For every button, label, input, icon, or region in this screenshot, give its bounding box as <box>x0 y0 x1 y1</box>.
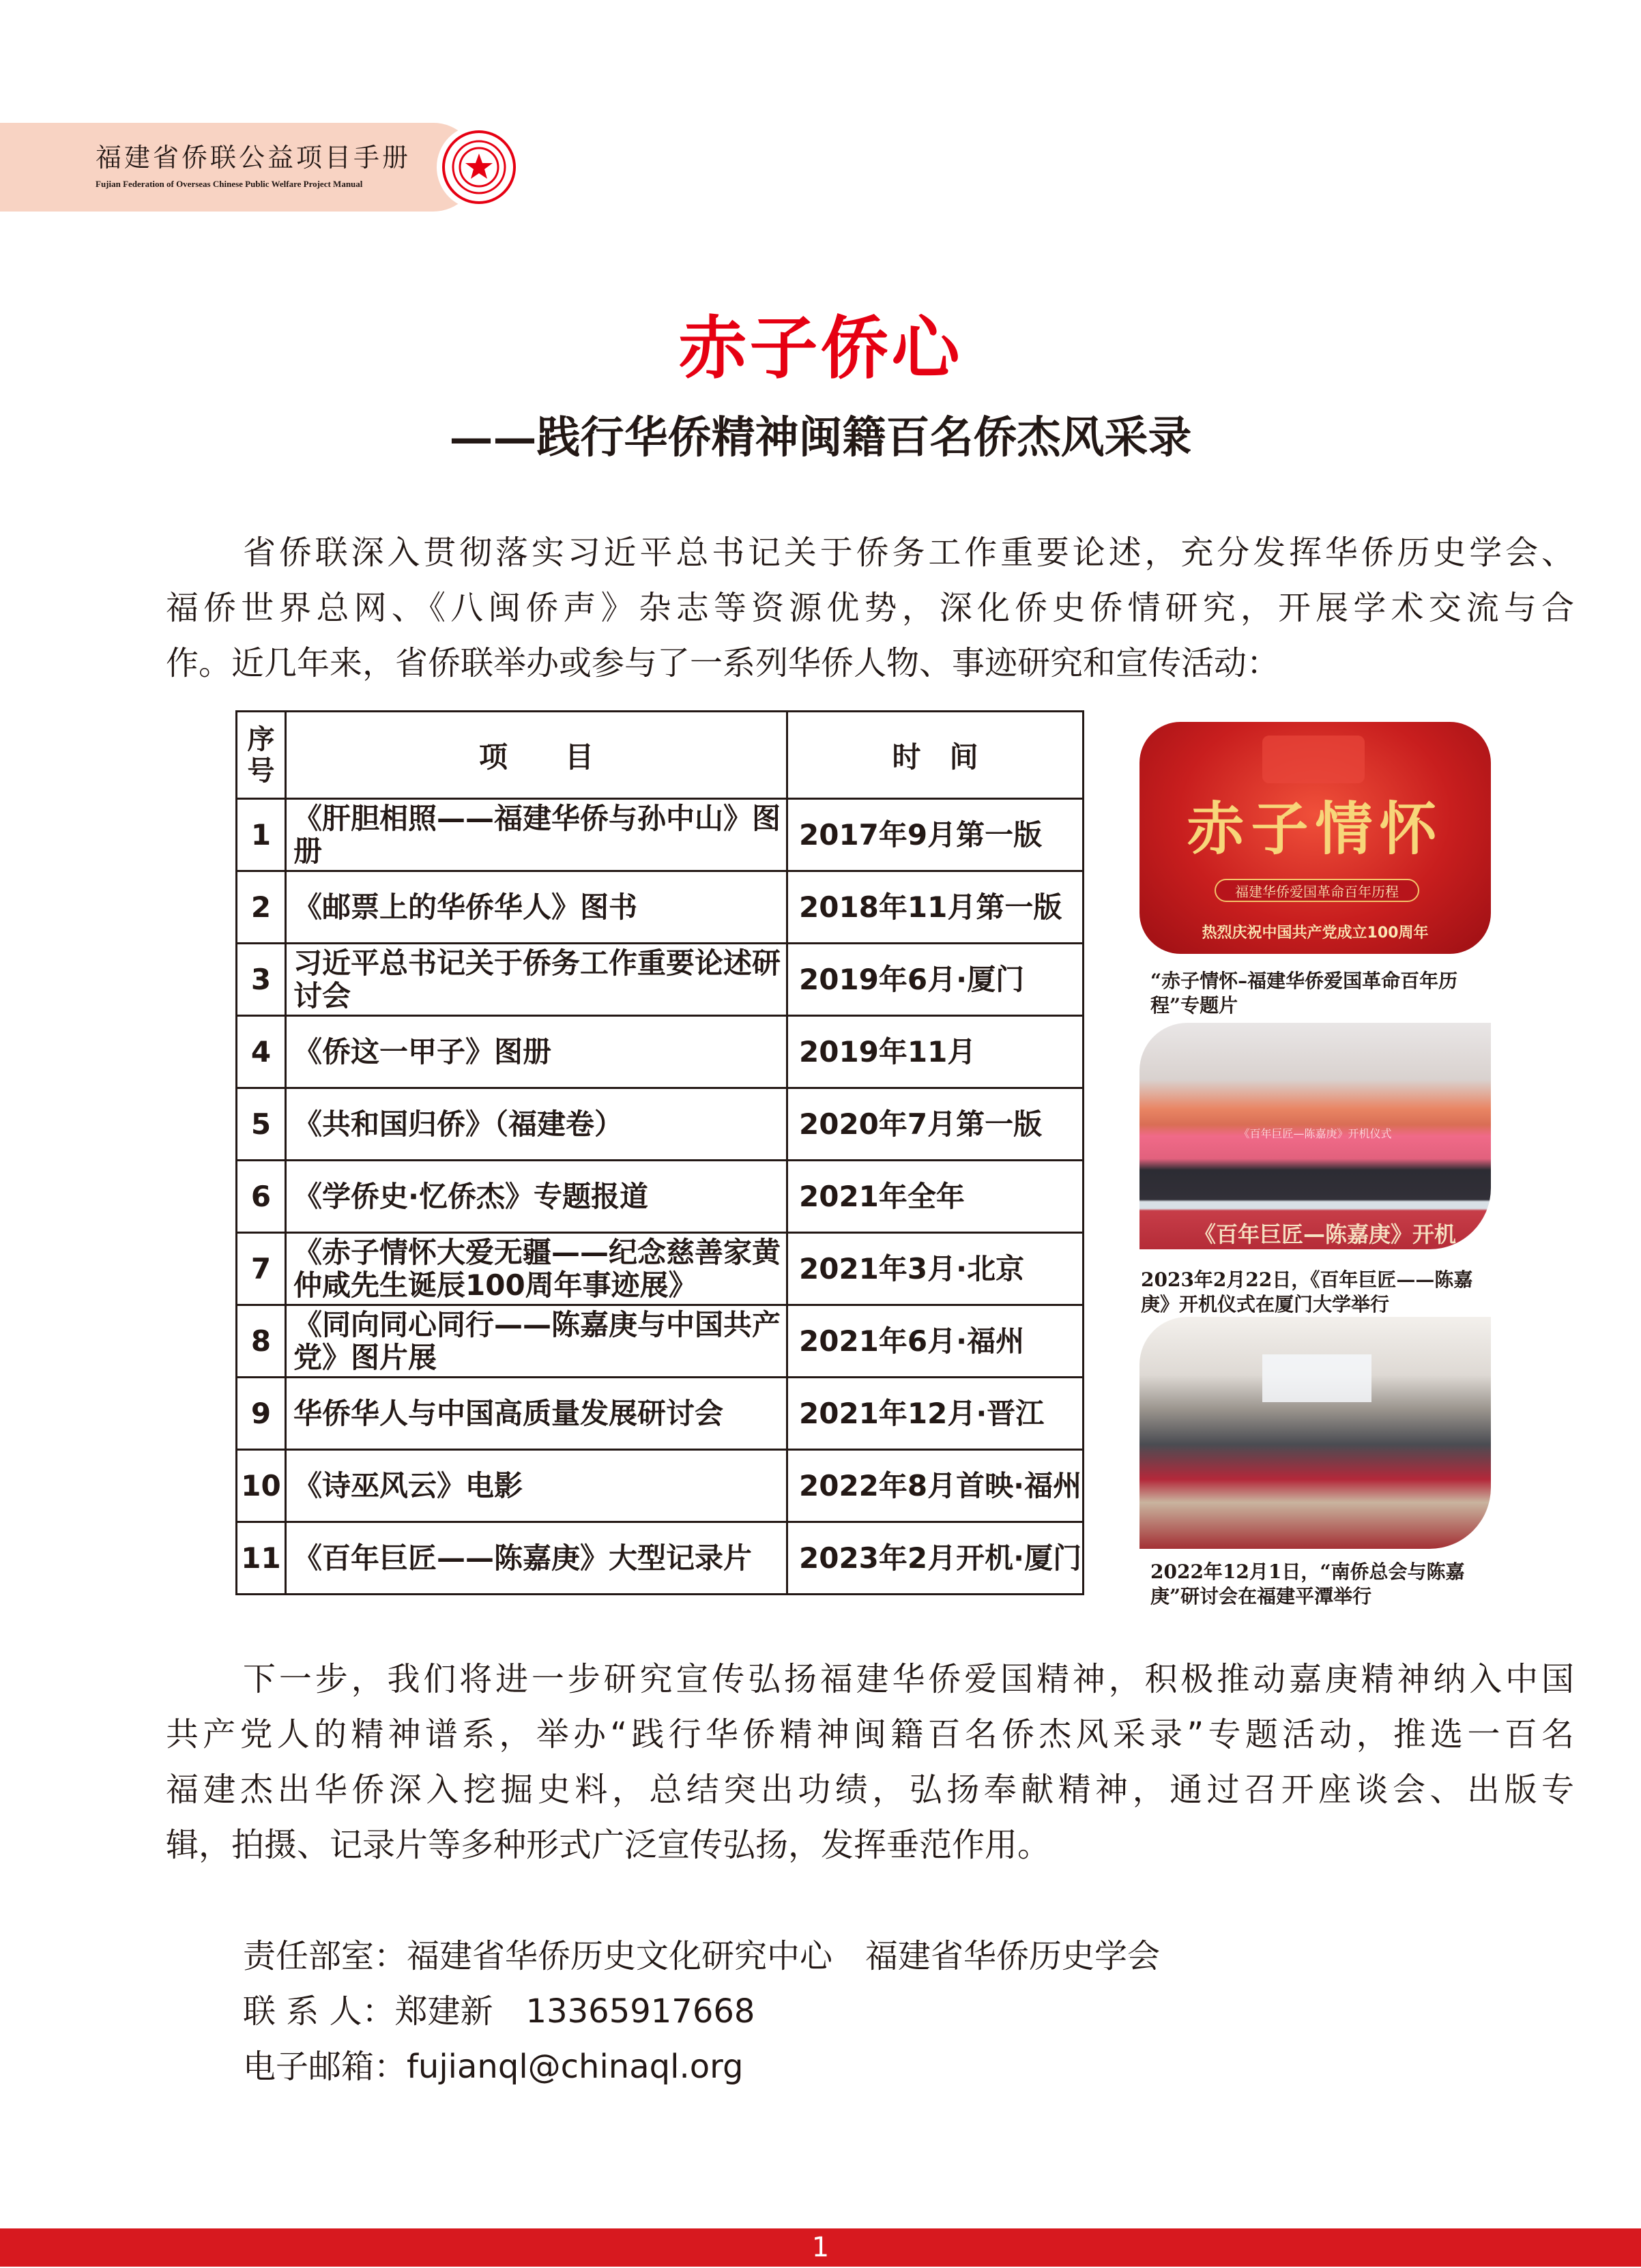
poster-main-text: 赤子情怀 <box>1187 795 1444 862</box>
text-line: 共产党人的精神谱系，举办“践行华侨精神闽籍百名侨杰风采录”专题活动，推选一百名 <box>166 1715 1574 1754</box>
photo-caption: 2023年2月22日，《百年巨匠——陈嘉庚》开机仪式在厦门大学举行 <box>1141 1268 1473 1315</box>
row-no: 4 <box>237 1016 286 1088</box>
row-project: 华侨华人与中国高质量发展研讨会 <box>286 1378 787 1450</box>
row-no: 2 <box>237 871 286 944</box>
value: 郑建新 13365917668 <box>394 1992 755 2031</box>
activity-table <box>235 710 1084 1595</box>
photo-seminar <box>1139 1317 1491 1549</box>
row-time: 2021年6月·福州 <box>787 1305 1084 1378</box>
contact-person <box>243 1984 755 2039</box>
table-row <box>237 1233 1084 1305</box>
row-project: 《同向同心同行——陈嘉庚与中国共产党》图片展 <box>286 1305 787 1378</box>
row-project: 习近平总书记关于侨务工作重要论述研讨会 <box>286 944 787 1016</box>
row-no: 8 <box>237 1305 286 1378</box>
email-link[interactable]: fujianql@chinaql.org <box>407 2048 744 2086</box>
row-no: 3 <box>237 944 286 1016</box>
label: 联 系 人： <box>243 1992 395 2031</box>
poster-subtitle: 福建华侨爱国革命百年历程 <box>1215 879 1419 902</box>
table-row <box>237 1161 1084 1233</box>
row-no: 11 <box>237 1522 286 1595</box>
table-header-row <box>237 712 1084 799</box>
manual-title: 福建省侨联公益项目手册 <box>96 143 411 173</box>
text-line: 辑，拍摄、记录片等多种形式广泛宣传弘扬，发挥垂范作用。 <box>166 1826 1051 1864</box>
text-line: 福建杰出华侨深入挖掘史料，总结突出功绩，弘扬奉献精神，通过召开座谈会、出版专 <box>166 1771 1574 1809</box>
table-row <box>237 1088 1084 1161</box>
photo-caption: 2022年12月1日，“南侨总会与陈嘉庚”研讨会在福建平潭举行 <box>1150 1560 1465 1608</box>
row-time: 2020年7月第一版 <box>787 1088 1084 1161</box>
page-subtitle: ——践行华侨精神闽籍百名侨杰风采录 <box>449 412 1192 463</box>
table-row <box>237 1522 1084 1595</box>
row-no: 9 <box>237 1378 286 1450</box>
manual-subtitle-en: Fujian Federation of Overseas Chinese Public Welfare Project Manual <box>96 179 363 189</box>
row-time: 2019年6月·厦门 <box>787 944 1084 1016</box>
table-row <box>237 1016 1084 1088</box>
table-row <box>237 1305 1084 1378</box>
text-line: 作。近几年来，省侨联举办或参与了一系列华侨人物、事迹研究和宣传活动： <box>166 644 1280 682</box>
row-time: 2017年9月第一版 <box>787 799 1084 871</box>
federation-seal-icon <box>437 125 521 209</box>
intro-paragraph <box>166 525 1574 691</box>
row-project: 《学侨史·忆侨杰》专题报道 <box>286 1161 787 1233</box>
row-project: 《诗巫风云》电影 <box>286 1450 787 1522</box>
row-time: 2023年2月开机·厦门 <box>787 1522 1084 1595</box>
table-row <box>237 1450 1084 1522</box>
photo-documentary-poster <box>1139 722 1491 954</box>
footer-bar <box>0 2228 1641 2267</box>
photo-caption: “赤子情怀–福建华侨爱国革命百年历程”专题片 <box>1150 970 1458 1017</box>
table-row <box>237 871 1084 944</box>
row-time: 2019年11月 <box>787 1016 1084 1088</box>
page-number: 1 <box>811 2232 830 2263</box>
row-no: 1 <box>237 799 286 871</box>
row-project: 《百年巨匠——陈嘉庚》大型记录片 <box>286 1522 787 1595</box>
contact-department <box>243 1929 1160 1984</box>
row-no: 5 <box>237 1088 286 1161</box>
row-project: 《肝胆相照——福建华侨与孙中山》图册 <box>286 799 787 871</box>
label: 电子邮箱： <box>243 2048 407 2086</box>
row-time: 2018年11月第一版 <box>787 871 1084 944</box>
photo-launch-ceremony <box>1139 1023 1491 1249</box>
row-project: 《赤子情怀大爱无疆——纪念慈善家黄仲咸先生诞辰100周年事迹展》 <box>286 1233 787 1305</box>
banner-text: 《百年巨匠—陈嘉庚》开机 <box>1194 1221 1457 1247</box>
table-row <box>237 799 1084 871</box>
header-time: 时 间 <box>787 712 1084 799</box>
value: 福建省华侨历史文化研究中心 福建省华侨历史学会 <box>407 1937 1161 1975</box>
header-project: 项 目 <box>286 712 787 799</box>
row-no: 6 <box>237 1161 286 1233</box>
next-steps-paragraph <box>166 1652 1574 1873</box>
screen-text: 《百年巨匠—陈嘉庚》开机仪式 <box>1238 1127 1392 1140</box>
row-no: 10 <box>237 1450 286 1522</box>
row-project: 《侨这一甲子》图册 <box>286 1016 787 1088</box>
row-time: 2021年3月·北京 <box>787 1233 1084 1305</box>
header-no: 序号 <box>237 712 286 799</box>
label: 责任部室： <box>243 1937 407 1975</box>
text-line: 下一步，我们将进一步研究宣传弘扬福建华侨爱国精神，积极推动嘉庚精神纳入中国 <box>243 1660 1574 1698</box>
row-project: 《共和国归侨》（福建卷） <box>286 1088 787 1161</box>
text-line: 福侨世界总网、《八闽侨声》杂志等资源优势，深化侨史侨情研究，开展学术交流与合 <box>166 589 1574 627</box>
row-time: 2021年12月·晋江 <box>787 1378 1084 1450</box>
row-time: 2022年8月首映·福州 <box>787 1450 1084 1522</box>
row-time: 2021年全年 <box>787 1161 1084 1233</box>
contact-email <box>243 2039 743 2095</box>
page-title: 赤子侨心 <box>678 308 963 388</box>
row-project: 《邮票上的华侨华人》图书 <box>286 871 787 944</box>
row-no: 7 <box>237 1233 286 1305</box>
poster-footer: 热烈庆祝中国共产党成立100周年 <box>1202 925 1429 942</box>
text-line: 省侨联深入贯彻落实习近平总书记关于侨务工作重要论述，充分发挥华侨历史学会、 <box>243 534 1574 572</box>
table-row <box>237 944 1084 1016</box>
table-row <box>237 1378 1084 1450</box>
